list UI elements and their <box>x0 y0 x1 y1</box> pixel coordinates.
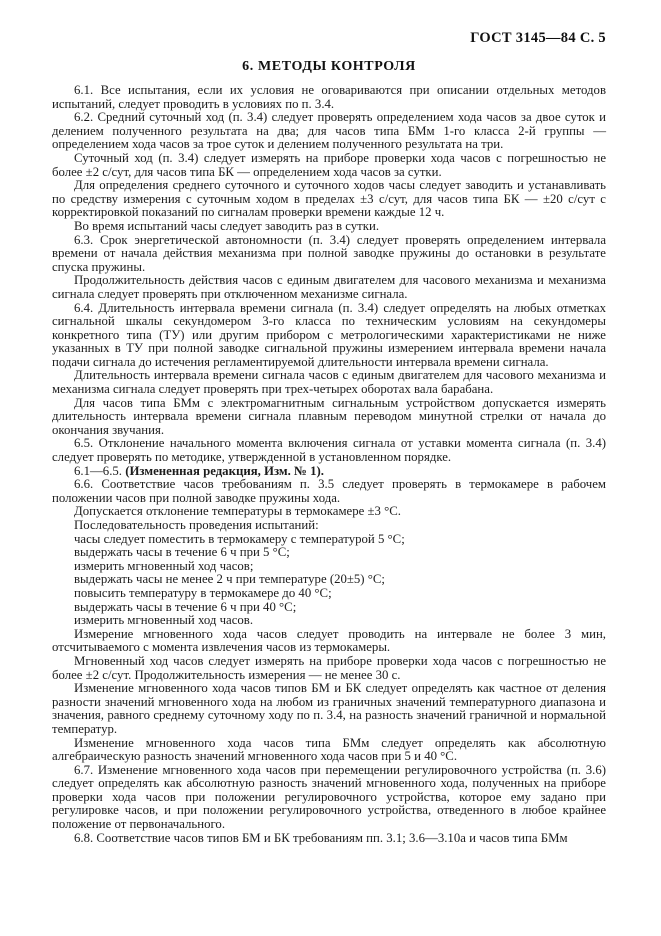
paragraph: Для часов типа БМм с электромагнитным сигнальным устройством допускается измерять длительность интервала времени сигнала плавным переводом минутной стрелки от начала до окончания звучания. <box>52 395 606 437</box>
test-step: часы следует поместить в термокамеру с температурой 5 °С; <box>74 531 405 546</box>
paragraph-6-6: 6.6. Соответствие часов требованиям п. 3.5 следует проверять в термокамере в рабочем положении часов при полной заводке пружины хода. <box>52 477 606 505</box>
test-step: измерить мгновенный ход часов. <box>74 613 254 628</box>
paragraph-amendment <box>52 465 606 479</box>
page-header: ГОСТ 3145—84 С. 5 <box>470 30 606 46</box>
paragraph-6-4: 6.4. Длительность интервала времени сигнала (п. 3.4) следует определять на любых отметках сигнальной шкалы секундомером 3-го класса по техническим условиям на секундомеры конкретного типа (ТУ) или другим прибором с метрологическими характеристиками не ниже указанных в ТУ при полной заводке сигнальной пружины измерением интервала времени начала подачи сигнала до истечения регламентируемой длительности интервала времени сигнала. <box>52 300 606 369</box>
paragraph: Измерение мгновенного хода часов следует проводить на интервале не более 3 мин, отсчитываемого с момента извлечения часов из термокамеры. <box>52 626 606 655</box>
paragraph: Последовательность проведения испытаний: <box>74 518 319 532</box>
paragraph-6-5: 6.5. Отклонение начального момента включения сигнала от уставки момента сигнала (п. 3.4) следует проверять по методике, утвержденной в установленном порядке. <box>52 436 606 465</box>
paragraph-6-1: 6.1. Все испытания, если их условия не оговариваются при описании отдельных методов испытаний, следует проводить в условиях по п. 3.4. <box>52 83 606 111</box>
paragraph: Суточный ход (п. 3.4) следует измерять на приборе проверки хода часов с погрешностью не более ±2 с/сут, для часов типа БК — определением хода часов за сутки. <box>52 150 606 179</box>
test-step: измерить мгновенный ход часов; <box>74 558 254 573</box>
paragraph: Для определения среднего суточного и суточного ходов часы следует заводить и устанавливать по средству измерения с суточным ходом в пределах ±3 с/сут, для часов типа БК — ±20 с/сут с корректировкой показаний по сигналам проверки времени каждые 12 ч. <box>52 178 606 220</box>
amendment-prefix: 6.1—6.5. <box>74 463 126 478</box>
paragraph: Продолжительность действия часов с единым двигателем для часового механизма и механизма сигнала следует проверять при отключенном механизме сигнала. <box>52 273 606 301</box>
paragraph: Допускается отклонение температуры в термокамере ±3 °С. <box>74 504 401 519</box>
test-step: повысить температуру в термокамере до 40 °С; <box>74 585 332 600</box>
paragraph-6-7: 6.7. Изменение мгновенного хода часов при перемещении регулировочного устройства (п. 3.6) следует определять как абсолютную разность значений мгновенного хода, полученных на приборе проверки хода часов при положении регулировочного устройства, которое ему задано при регулировке часов, и при положении регулировочного устройства, отведенного в любое крайнее положение от первоначального. <box>52 762 606 832</box>
test-step: выдержать часы в течение 6 ч при 5 °С; <box>74 545 290 560</box>
test-step: выдержать часы в течение 6 ч при 40 °С; <box>74 599 297 614</box>
test-step: выдержать часы не менее 2 ч при температуре (20±5) °С; <box>74 572 385 587</box>
paragraph-6-8: 6.8. Соответствие часов типов БМ и БК требованиям пп. 3.1; 3.6—3.10а и часов типа БМм <box>74 830 568 845</box>
document-body <box>52 84 606 845</box>
paragraph: Во время испытаний часы следует заводить раз в сутки. <box>74 218 380 233</box>
paragraph: Мгновенный ход часов следует измерять на приборе проверки хода часов с погрешностью не более ±2 с/сут. Продолжительность измерения — не менее 30 с. <box>52 653 606 682</box>
paragraph-6-3: 6.3. Срок энергетической автономности (п. 3.4) следует проверять определением интервала времени от начала действия механизма при полной заводке пружины до остановки в результате спуска пружины. <box>52 232 606 274</box>
paragraph-6-2: 6.2. Средний суточный ход (п. 3.4) следует проверять определением хода часов за двое суток и делением полученного результата на два; для часов типа БМм 1-го класса 2-й группы — определением хода часов за трое суток и делением полученного результата на три. <box>52 110 606 152</box>
section-title: 6. МЕТОДЫ КОНТРОЛЯ <box>242 59 416 74</box>
paragraph: Длительность интервала времени сигнала часов с единым двигателем для часового механизма и механизма сигнала следует проверять при трех-четырех оборотах вала барабана. <box>52 368 606 397</box>
paragraph: Изменение мгновенного хода часов типов БМ и БК следует определять как частное от деления разности значений мгновенного хода на любом из граничных значений температурного диапазона и значения, равного среднему суточному ходу по п. 3.4, на разность значений граничной и нормальной температур. <box>52 681 606 736</box>
paragraph: Изменение мгновенного хода часов типа БМм следует определять как абсолютную алгебраическую разность значений мгновенного хода часов при 5 и 40 °С. <box>52 735 606 764</box>
amendment-note: (Измененная редакция, Изм. № 1). <box>125 463 324 478</box>
